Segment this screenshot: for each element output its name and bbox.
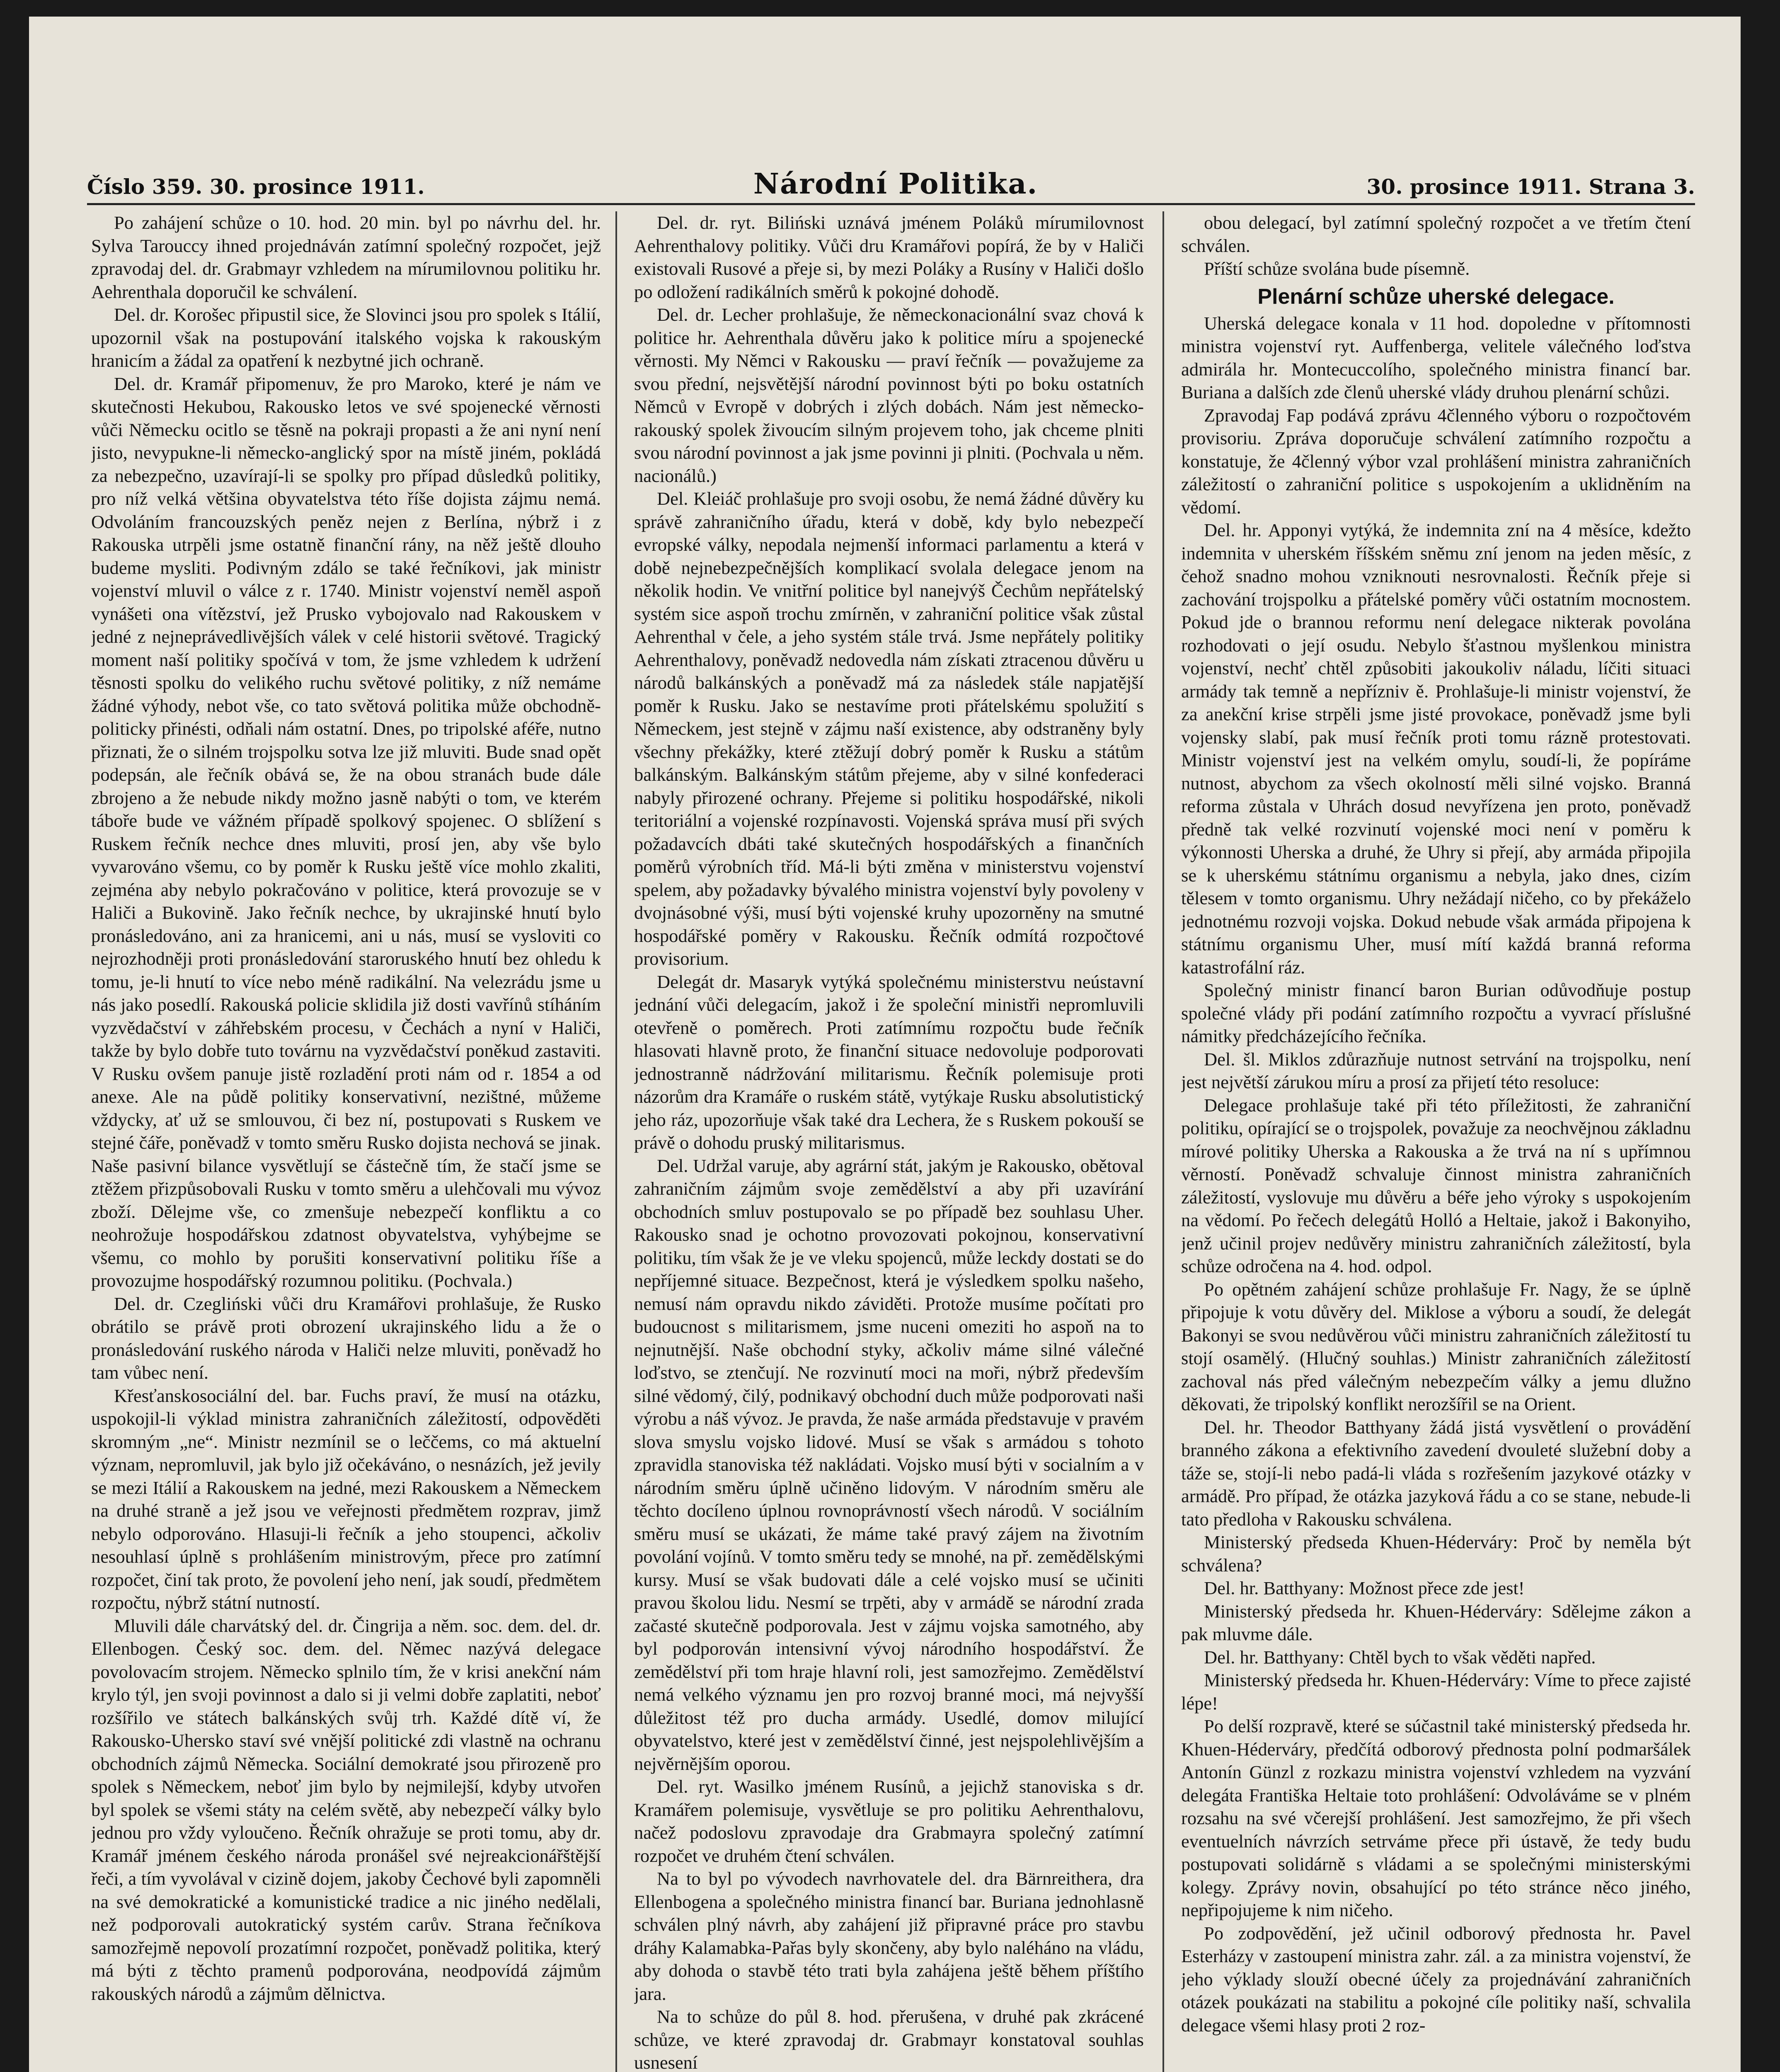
article-paragraph: Delegace prohlašuje také při této příležitosti, že zahraniční politiku, opírající se o trojspolek, považuje za neochvějnou základnu mírové politiky Uherska a Rakouska a že trvá na ní s upřímnou věrností. Poněvadž schvaluje činnost ministra zahraničních záležitostí, vyslovuje mu důvěru a béře jeho výroky s uspokojením na vědomí. Po řečech delegátů Holló a Heltaie, jakož i Bakonyiho, jenž učinil projev nedůvěry ministru zahraničních záležitostí, byla schůze odročena na 4. hod. odpol. [1181,1094,1691,1276]
section-heading: Plenární schůze uherské delegace. [1257,284,1615,309]
article-paragraph: Po zodpovědění, jež učinil odborový přednosta hr. Pavel Esterházy v zastoupení ministra zahr. zál. a za ministra vojenství, že jeho výklady slouží obecné účely za projednávání zahraničních otázek poukázati na stabilitu a pokojné cíle politiky naší, schvalila delegace všemi hlasy proti 2 roz- [1181,1922,1691,2036]
article-paragraph: Del. Udržal varuje, aby agrární stát, jakým je Rakousko, obětoval zahraničním zájmům svoje zemědělství a aby při uzavírání obchodních smluv postupovalo se po případě bez souhlasu Uher. Rakousko snad je ochotno provozovati pokojnou, konservativní politiku, tím však že je ve vleku spojenců, může leckdy dostati se do nepříjemné situace. Bezpečnost, která je výsledkem spolku našeho, nemusí nám opravdu nikdo záviděti. Protože musíme počítati pro budoucnost s militarismem, jsme nuceni omeziti ho aspoň na to nejnutnější. Naše obchodní styky, ačkoliv máme silné válečné loďstvo, se ztenčují. Ne rozvinutí moci na moři, nýbrž především silné vědomý, čilý, podnikavý obchodní duch může podporovati naši výrobu a náš vývoz. Je pravda, že naše armáda představuje v pravém slova smyslu vojsko lidové. Musí se však s armádou s tohoto zpravidla stanoviska též nakládati. Vojsko musí býti v socialním a v národním směru úplně učiněno lidovým. V národním směru ale těchto docíleno úplnou rovnoprávností všech národů. V sociálním směru musí se ukázati, že máme také pravý zájem na životním povolání vojínů. V tomto směru tedy se mnohé, na př. zemědělskými kursy. Musí se však budovati dále a celé vojsko musí se učiniti pravou školou lidu. Nesmí se trpěti, aby v armádě se národní zrada začasté skutečně podporovala. Jest v zájmu vojska samotného, aby byl podporován intensivní vývoj národního hospodářství. Že zemědělství při tom hraje hlavní roli, jest samozřejmo. Zemědělství nemá velkého významu jen pro rozvoj branné moci, má nejvyšší důležitost též pro ducha armády. Usedlé, domov milující obyvatelstvo, které jest v zemědělství činné, jest nejspolehlivějším a nejvěrnějším oporou. [634,1155,1144,1774]
article-paragraph: Del. šl. Miklos zdůrazňuje nutnost setrvání na trojspolku, není jest největší zárukou míru a prosí za přijetí této resoluce: [1181,1048,1691,1092]
article-paragraph: Del. dr. Czegliński vůči dru Kramářovi prohlašuje, že Rusko obrátilo se právě proti obrození ukrajinského lidu a že o pronásledování ruského národa v Haliči nelze mluviti, poněvadž ho tam vůbec není. [91,1293,601,1383]
article-paragraph: Na to byl po vývodech navrhovatele del. dra Bärnreithera, dra Ellenbogena a společného ministra financí bar. Buriana jednohlasně schválen plný návrh, aby zahájení již připravné práce pro stavbu dráhy Kalamabka-Pařas byly skončeny, aby bylo naléháno na vládu, aby dohoda o stavbě této trati byla zahájena ještě během příštího jara. [634,1868,1144,2004]
article-paragraph: Del. hr. Batthyany: Chtěl bych to však věděti napřed. [1204,1646,1596,1668]
article-paragraph: Po zahájení schůze o 10. hod. 20 min. byl po návrhu del. hr. Sylva Tarouccy ihned projednáván zatímní společný rozpočet, jejž zpravodaj del. dr. Grabmayr vzhledem na mírumilovnou politiku hr. Aehrenthala doporučil ke schválení. [91,212,601,302]
article-paragraph: Del. Kleiáč prohlašuje pro svoji osobu, že nemá žádné důvěry ku správě zahraničního úřadu, která v době, kdy bylo nebezpečí evropské války, nepodala nejmenší informaci parlamentu a která v době nejnebezpečnějších komplikací svolala delegace jenom na několik hodin. Ve vnitřní politice byl nanejvýš Čechům nepřátelský systém sice aspoň trochu zmírněn, v zahraniční politice však zůstal Aehrenthal v čele, a jeho systém stále trvá. Jsme nepřátely politiky Aehrenthalovy, poněvadž nedovedla nám získati ztracenou důvěru u národů balkánských a poněvadž má za následek stále napjatější poměr k Rusku. Jako se nestavíme proti přátelskému spolužití s Německem, jest stejně v zájmu naší existence, aby odstraněny byly všechny překážky, které ztěžují dobrý poměr k Rusku a státům balkánským. Balkánským státům přejeme, aby v silné konfederaci nabyly přirozené ochrany. Přejeme si politiku hospodářské, nikoli teritoriální a vojenské rozpínavosti. Vojenská správa musí při svých požadavcích dbáti také skutečných hospodářských a finančních poměrů výrobních tříd. Má-li býti změna v ministerstvu vojenství spelem, aby požadavky bývalého ministra vojenství byly povoleny v dvojnásobné výši, musí býti vojenské kruhy upozorněny na smutné hospodářské poměry v Rakousku. Řečník odmítá rozpočtové provisorium. [634,488,1144,969]
article-paragraph: Del. ryt. Wasilko jménem Rusínů, a jejichž stanoviska s dr. Kramářem polemisuje, vysvětluje se pro politiku Aehrenthalovu, načež podoslovu zpravodaje dra Grabmayra společný zatímní rozpočet ve druhém čtení schválen. [634,1776,1144,1866]
column-divider [1162,211,1164,2072]
column-1 [91,211,601,2072]
article-paragraph: Del. dr. Kramář připomenuv, že pro Maroko, které je nám ve skutečnosti Hekubou, Rakousko letos ve své spojenecké věrnosti vůči Německu ocitlo se těsně na pokraji propasti a že ani nyní není jisto, nevypukne-li německo-anglický spor na místě jiném, pokládá za nebezpečno, uzavírají-li se spolky pro případ důsledků politiky, pro níž velká většina obyvatelstva této říše dojista zájmu nemá. Odvoláním francouzských peněz nejen z Berlína, nýbrž i z Rakouska utrpěli jsme ostatně finanční rány, na něž ještě dlouho budeme mysliti. Podivným zdálo se také řečníkovi, jak ministr vojenství mluvil o válce z r. 1740. Ministr vojenství neměl aspoň vynášeti ona vítězství, jež Prusko vybojovalo nad Rakouskem v jedné z nejneprávedlivějších válek v celé historii světové. Tragický moment naší politiky spočívá v tom, že jsme vzhledem k udržení těsnosti spolku do velikého ruchu světové politiky, z níž nemáme žádné výhody, nebot vše, co tato světová politika může obchodně-politicky přinésti, odňali nám ostatní. Dnes, po tripolské aféře, nutno přiznati, že o silném trojspolku sotva lze již mluviti. Bude snad opět podepsán, ale řečník obává se, že na obou stranách bude dále zbrojeno a že nebude nikdy možno jasně nabýti o tom, ve kterém táboře bude ve vážném případě spolkový spojenec. O sblížení s Ruskem řečník nechce dnes mluviti, prosí jen, aby vše bylo vyvarováno všemu, co by poměr k Rusku ještě více mohlo zkaliti, zejména aby nebylo pokračováno v politice, která provozuje se v Haliči a Bukovině. Jako řečník nechce, by ukrajinské hnutí bylo pronásledováno, ani za hranicemi, ani u nás, musí se vysloviti co nejrozhodněji proti pronásledování staroruského hnutí bez ohledu k tomu, je-li hnutí to více nebo méně radikální. Na velezrádu jsme u nás jako posedlí. Rakouská policie sklidila již dosti vavřínů stíháním vyzvědačství v záhřebském procesu, v Čechách a nyní v Haliči, takže by bylo dobře tuto továrnu na vyzvědačství poněkud zastaviti. V Rusku ovšem panuje jistě rozladění proti nám od r. 1854 a od anexe. Ale na půdě politiky konservativní, nezištné, můžeme vždycky, ať už se smlouvou, či bez ní, postupovati s Ruskem ve stejné čáře, poněvadž v tomto směru Rusko dojista nechová se jinak. Naše pasivní bilance vysvětlují se částečně tím, že stačí jsme se ztěžem přizpůsobovali Rusku v tomto směru a ulehčovali mu vývoz zboží. Dělejme vše, co zmenšuje nebezpečí konfliktu a co neohrožuje hospodářskou zdatnost obyvatelstva, vyhýbejme se všemu, co mohlo by porušiti konservativní politiku říše a provozujme hospodářský rozumnou politiku. (Pochvala.) [91,373,601,1291]
article-paragraph: obou delegací, byl zatímní společný rozpočet a ve třetím čtení schválen. [1181,212,1691,256]
article-paragraph: Ministerský předseda hr. Khuen-Héderváry: Víme to přece zajisté lépe! [1181,1670,1691,1714]
column-2 [634,211,1144,2072]
article-paragraph: Ministerský předseda hr. Khuen-Héderváry: Sdělejme zákon a pak mluvme dále. [1181,1600,1691,1644]
article-paragraph: Del. dr. Lecher prohlašuje, že německonacionální svaz chová k politice hr. Aehrenthala důvěru jako k politice míru a spojenecké věrnosti. My Němci v Rakousku — praví řečník — považujeme za svou přední, nejsvětější národní povinnost býti po boku ostatních Němců v Evropě v dobrých i zlých dobách. Nám jest německo-rakouský spolek živoucím silným projevem toho, jak chceme plniti svou národní povinnost a jak jsme povinni ji plniti. (Pochvala u něm. nacionálů.) [634,304,1144,486]
article-paragraph: Po delší rozpravě, které se súčastnil také ministerský předseda hr. Khuen-Héderváry, předčítá odborový přednosta polní podmaršálek Antonín Günzl z rozkazu ministra vojenství vzhledem na vyzvání delegáta Františka Heltaie toto prohlášení: Odvoláváme se v plném rozsahu na své včerejší prohlášení. Jest samozřejmo, že při všech eventuelních návrzích setrváme přece při ústavě, že tedy budu postupovati solidárně s vládami a se společnými ministerskými kolegy. Zprávy novin, obsahující po této stránce něco jiného, nepřipojujeme k nim ničeho. [1181,1716,1691,1920]
newspaper-title: Národní Politika. [753,167,1038,201]
article-paragraph: Del. hr. Apponyi vytýká, že indemnita zní na 4 měsíce, kdežto indemnita v uherském říšském sněmu zní jenom na jeden měsíc, z čehož snadno mohou vzniknouti nesrovnalosti. Řečník přeje si zachování trojspolku a přátelské poměry vůči ostatním mocnostem. Pokud jde o brannou reformu není delegace nikterak povolána rozhodovati o její osudu. Nebylo šťastnou myšlenkou ministra vojenství, nechť chtěl způsobiti jakoukoliv náladu, líčiti situaci armády tak temně a nepřízniv ě. Prohlašuje-li ministr vojenství, že za anekční krise strpěli jsme jisté provokace, poněvadž jsme byli vojensky slabí, pak musí řečník proti tomu rázně protestovati. Ministr vojenství jest na velkém omylu, soudí-li, že popíráme nutnost, abychom za všech okolností měli silné vojsko. Branná reforma zůstala v Uhrách dosud nevyřízena jen proto, poněvadž předně tak velké rozvinutí vojenské moci není v poměru k výkonnosti Uherska a druhé, že Uhry si přejí, aby armáda připojila se k uherskému státnímu organismu a nebyla, jako dnes, cizím tělesem v tomto organismu. Uhry nežádají ničeho, co by překáželo jednotnému rozvoji vojska. Dokud nebude však armáda připojena k státnímu organismu Uher, musí mítí každá branná reforma katastrofální ráz. [1181,520,1691,978]
page-header [87,157,1695,205]
newspaper-page [29,17,1741,2072]
article-paragraph: Křesťanskosociální del. bar. Fuchs praví, že musí na otázku, uspokojil-li výklad ministra zahraničních záležitostí, odpověděti skromným „ne“. Ministr nezmínil se o leččems, co má aktuelní význam, nepromluvil, jak bylo již očekáváno, o nesnázích, jež jevily se mezi Itálií a Rakouskem na jedné, mezi Rakouskem a Německem na druhé straně a jež jsou ve veřejnosti předmětem rozprav, jimž nebylo odporováno. Hlasuji-li řečník a jeho stoupenci, ačkoliv nesouhlasí úplně s prohlášením ministrovým, přece pro zatímní rozpočet, činí tak proto, že povolení jeho není, jak soudí, předmětem rozpočtu, nýbrž státní nutností. [91,1385,601,1613]
article-paragraph: Del. dr. Korošec připustil sice, že Slovinci jsou pro spolek s Itálií, upozornil však na postupování italského vojska k rakouským hranicím a žádal za opatření k nezbytné jich ochraně. [91,304,601,371]
column-divider [615,211,617,2072]
article-paragraph: Del. dr. ryt. Biliński uznává jménem Poláků mírumilovnost Aehrenthalovy politiky. Vůči dru Kramářovi popírá, že by v Haliči existovali Rusové a přeje si, by mezi Poláky a Rusíny v Haliči došlo po odložení radikálních směrů k pokojné dohodě. [634,212,1144,302]
article-paragraph: Příští schůze svolána bude písemně. [1204,258,1470,279]
article-paragraph: Ministerský předseda Khuen-Héderváry: Proč by neměla být schválena? [1181,1532,1691,1576]
column-3 [1181,211,1691,2072]
article-paragraph: Uherská delegace konala v 11 hod. dopoledne v přítomnosti ministra vojenství ryt. Auffenberga, velitele válečného loďstva admirála hr. Montecuccolího, společného ministra financí bar. Buriana a dalších zde členů uherské vlády druhou plenární schůzi. [1181,312,1691,402]
article-paragraph: Společný ministr financí baron Burian odůvodňuje postup společné vlády při podání zatímního rozpočtu a vyvrací příslušné námitky předcházejícího řečníka. [1181,980,1691,1046]
article-paragraph: Mluvili dále charvátský del. dr. Čingrija a něm. soc. dem. del. dr. Ellenbogen. Český soc. dem. del. Němec nazývá delegace povolovacím strojem. Německo splnilo tím, že v krisi anekční nám krylo týl, jen svoji povinnost a dalo si ji velmi dobře zaplatiti, neboť rozšířilo ve státech balkánských svůj trh. Každé dítě ví, že Rakousko-Uhersko staví své vnější politické zdi vlastně na ochranu obchodních zájmů Německa. Sociální demokraté jsou přirozeně pro spolek s Německem, neboť jim bylo by nejmilejší, kdyby utvořen byl spolek se všemi státy na celém světě, aby nebezpečí války bylo jednou pro vždy vyloučeno. Řečník ohražuje se proti tomu, aby dr. Kramář jménem českého národa pronášel své nejreakcionářštější řeči, a tím vyvolával v cizině dojem, jakoby Čechové byli zapomněli na své demokratické a komunistické tradice a nic jiného nedělali, než podporovali autokratický systém carův. Strana řečníkova samozřejmě nepovolí prozatímní rozpočet, poněvadž politika, který má býti z těchto pramenů podporována, neodpovídá zájmům rakouských národů a zájmům dělnictva. [91,1615,601,2004]
article-paragraph: Po opětném zahájení schůze prohlašuje Fr. Nagy, že se úplně připojuje k votu důvěry del. Miklose a výboru a soudí, že delegát Bakonyi se svou nedůvěrou vůči ministru zahraničních záležitostí tu stojí osamělý. (Hlučný souhlas.) Ministr zahraničních záležitostí zachoval nás před válečným nebezpečím války a jemu dlužno děkovati, že tripolský konflikt nerozšířil se na Orient. [1181,1278,1691,1414]
article-paragraph: Zpravodaj Fap podává zprávu 4členného výboru o rozpočtovém provisoriu. Zpráva doporučuje schválení zatímního rozpočtu a konstatuje, že 4členný výbor vzal prohlášení ministra zahraničních záležitostí o zahraniční politice s uspokojením a uklidněním na vědomí. [1181,404,1691,518]
article-paragraph: Del. hr. Theodor Batthyany žádá jistá vysvětlení o provádění branného zákona a efektivního zavedení dvouleté služební doby a táže se, stojí-li nebo padá-li vláda s rozřešením jazykové otázky v armádě. Pro případ, že otázka jazyková řádu a co se stane, nebude-li tato předloha v Rakousku schválena. [1181,1416,1691,1530]
article-paragraph: Na to schůze do půl 8. hod. přerušena, v druhé pak zkrácené schůze, ve které zpravodaj dr. Grabmayr konstatoval souhlas usnesení [634,2006,1144,2072]
article-paragraph: Del. hr. Batthyany: Možnost přece zde jest! [1204,1578,1525,1598]
issue-number-date: Číslo 359. 30. prosince 1911. [87,174,425,199]
date-page-number: 30. prosince 1911. Strana 3. [1366,174,1695,199]
article-paragraph: Delegát dr. Masaryk vytýká společnému ministerstvu neústavní jednání vůči delegacím, jakož i že společní ministři nepromluvili otevřeně o poměrech. Proti zatímnímu rozpočtu bude řečník hlasovati hlavně proto, že finanční situace nedovoluje podporovati jednostranně nádržování militarismu. Řečník polemisuje proti názorům dra Kramáře o ruském státě, vytýkaje Rusku absolutistický jeho ráz, upozorňuje však také dra Lechera, že s Ruskem pokouší se právě o dohodu pruský militarismus. [634,971,1144,1153]
